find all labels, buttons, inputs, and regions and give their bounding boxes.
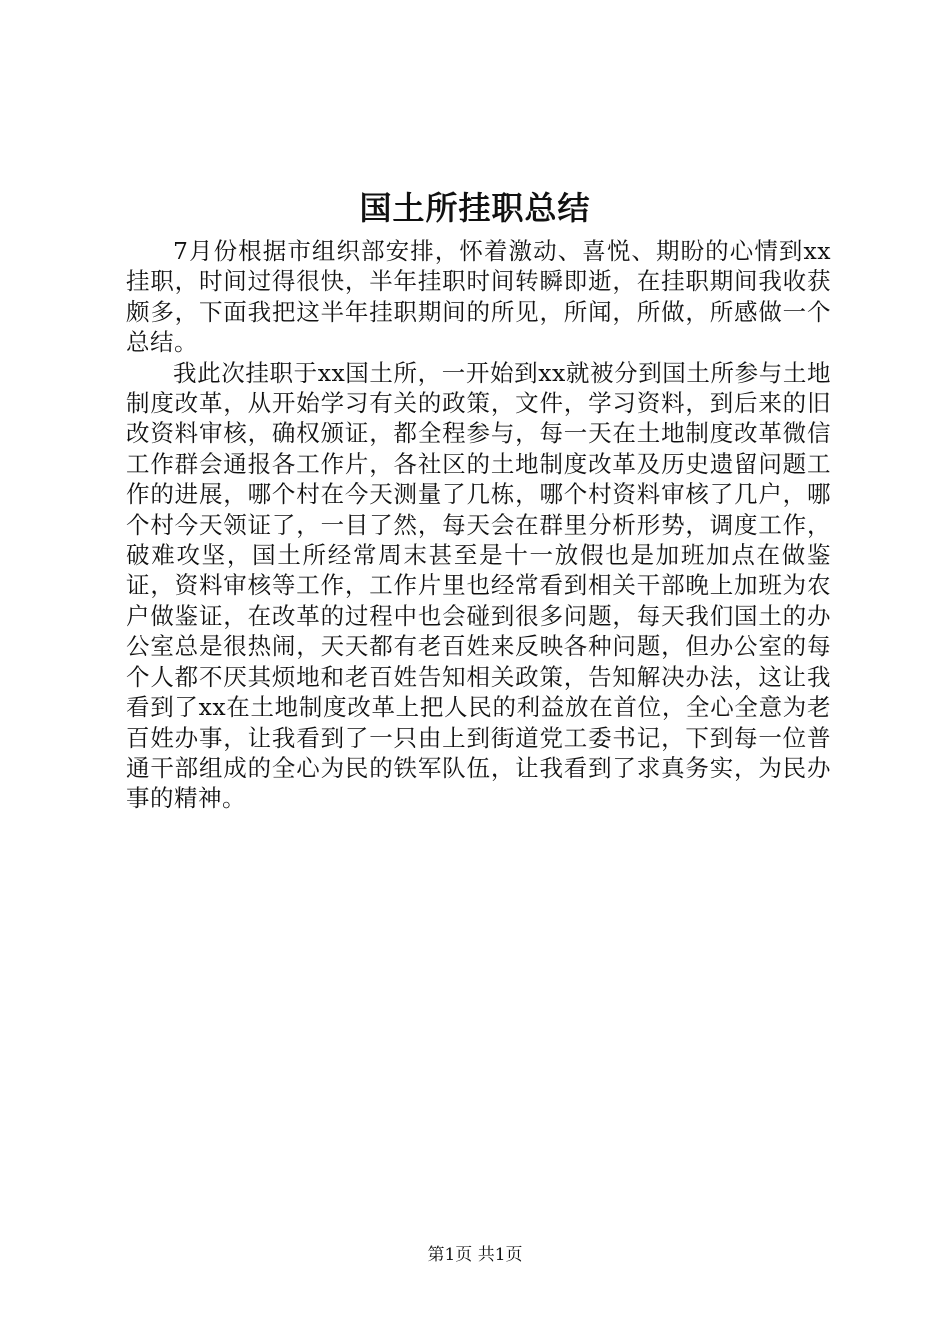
document-title: 国土所挂职总结 — [359, 189, 591, 227]
document-body — [126, 236, 831, 814]
paragraph-intro: 7月份根据市组织部安排，怀着激动、喜悦、期盼的心情到xx挂职，时间过得很快，半年挂职时间转瞬即逝，在挂职期间我收获颇多，下面我把这半年挂职期间的所见，所闻，所做，所感做一个总结。 — [126, 237, 831, 357]
paragraph-main: 我此次挂职于xx国土所，一开始到xx就被分到国土所参与土地制度改革，从开始学习有关的政策，文件，学习资料，到后来的旧改资料审核，确权颁证，都全程参与，每一天在土地制度改革微信工作群会通报各工作片，各社区的土地制度改革及历史遗留问题工作的进展，哪个村在今天测量了几栋，哪个村资料审核了几户，哪个村今天领证了，一目了然，每天会在群里分析形势，调度工作，破难攻坚，国土所经常周末甚至是十一放假也是加班加点在做鉴证，资料审核等工作，工作片里也经常看到相关干部晚上加班为农户做鉴证，在改革的过程中也会碰到很多问题，每天我们国土的办公室总是很热闹，天天都有老百姓来反映各种问题，但办公室的每个人都不厌其烦地和老百姓告知相关政策，告知解决办法，这让我看到了xx在土地制度改革上把人民的利益放在首位，全心全意为老百姓办事，让我看到了一只由上到街道党工委书记，下到每一位普通干部组成的全心为民的铁军队伍，让我看到了求真务实，为民办事的精神。 — [126, 358, 831, 813]
page-footer: 第1页 共1页 — [427, 1245, 523, 1265]
